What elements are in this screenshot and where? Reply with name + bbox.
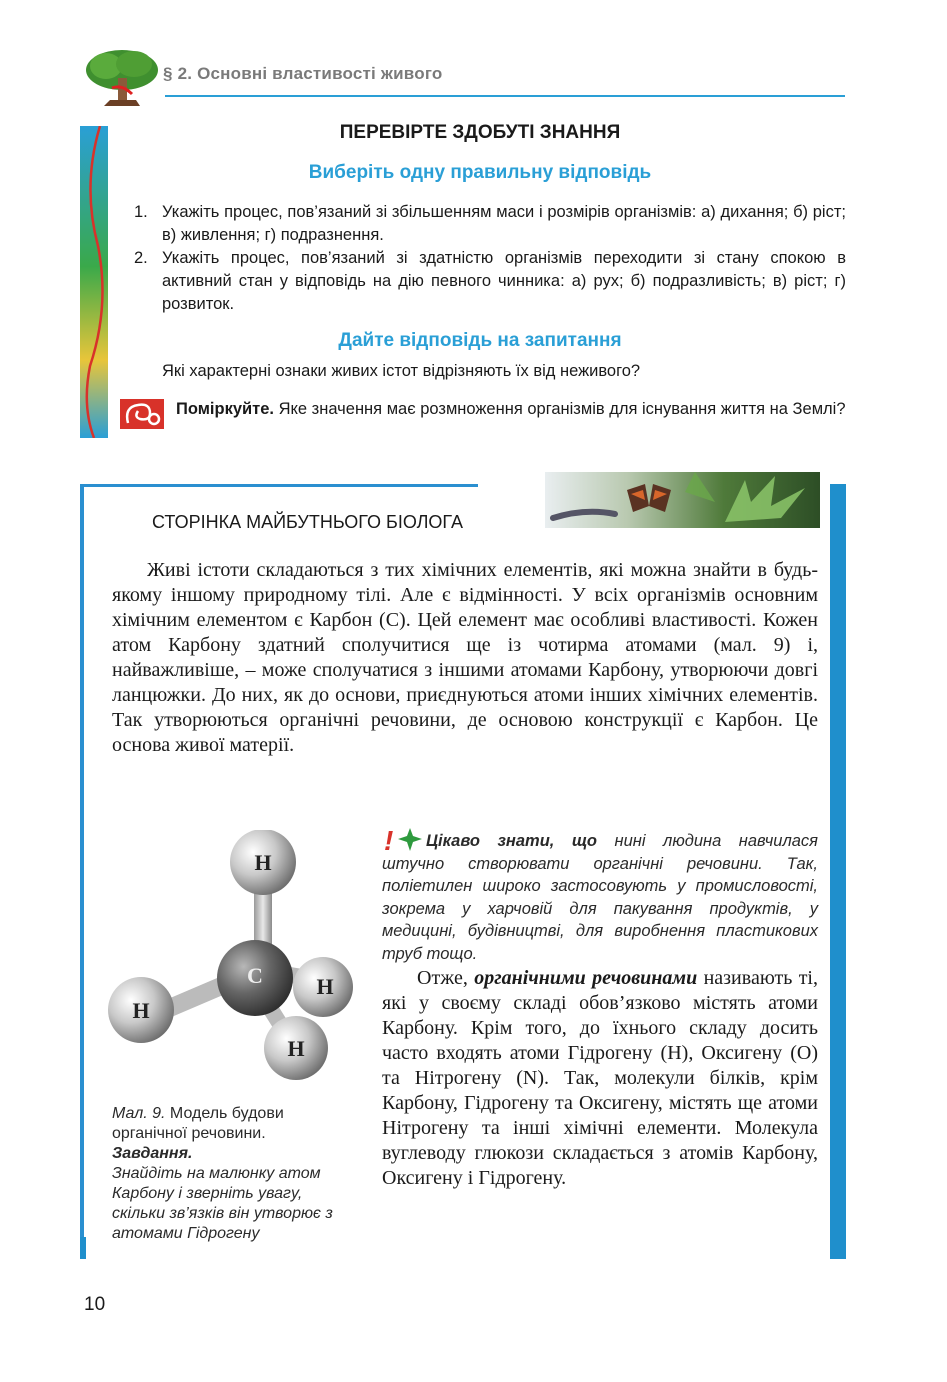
para2-term: органічними речовинами	[474, 967, 698, 989]
note-text: нині людина навчилася штучно створювати органічні речовини. Так, поліетилен широко застосовують у промисловості, зокрема у харчовій для пакування продуктів, у медицині, будівництві, для виробнення пластикових труб тощо.	[382, 832, 818, 963]
caption-text: Модель будови органічної речовини.	[112, 1105, 284, 1142]
note-lead: Цікаво знати, що	[426, 832, 597, 850]
atom-carbon: C	[247, 963, 263, 988]
question-2-number: 2.	[134, 249, 148, 267]
caption-label: Мал. 9.	[112, 1105, 166, 1122]
para2-start: Отже,	[417, 967, 475, 989]
think-icon	[120, 397, 164, 431]
atom-h-bottom: H	[287, 1036, 305, 1061]
methane-model	[100, 830, 370, 1100]
task-text: Знайдіть на малюнку атом Карбону і зверніть увагу, скільки зв’язків він утворює з атомами Гідрогену	[112, 1165, 333, 1242]
box-corner-mark	[80, 1237, 86, 1259]
answer-subtitle: Дайте відповідь на запитання	[338, 330, 622, 351]
task-label: Завдання.	[112, 1145, 193, 1162]
box-border-left	[80, 484, 84, 1254]
question-2-text: Укажіть процес, пов’язаний зі здатністю організмів переходити зі стану спокою в активний стан у відповідь на дію певного чинника: а) рух; б) подразливість; в) ріст; г) розвиток.	[162, 249, 846, 313]
section-header: § 2. Основні властивості живого	[163, 64, 443, 83]
question-1-number: 1.	[134, 203, 148, 221]
svg-text:!: !	[384, 826, 394, 852]
figure-caption	[112, 1104, 337, 1244]
question-2	[134, 247, 846, 316]
atom-h-left: H	[132, 998, 150, 1023]
header-divider	[165, 95, 845, 97]
atom-h-top: H	[254, 850, 272, 875]
question-1	[134, 201, 846, 247]
box-border-top	[80, 484, 478, 487]
para2-rest: називають ті, які у своєму складі обов’язково містять атоми Карбону. Крім того, до їхнього складу досить часто входять атоми Гідрогену (Н), Оксигену (О) та Нітрогену (N). Так, молекули білків, крім Карбону, Гідрогену та Оксигену, містять ще атоми Нітрогену та інші хімічні елементи. Молекула вуглеводу глюкози складається з атомів Карбону, Оксигену і Гідрогену.	[382, 967, 818, 1189]
atom-h-right: H	[316, 974, 334, 999]
think-text: Яке значення має розмноження організмів для існування життя на Землі?	[274, 400, 846, 418]
exclamation-star-icon	[382, 826, 426, 852]
question-1-text: Укажіть процес, пов’язаний зі збільшенням маси і розмірів організмів: а) дихання; б) ріст; в) живлення; г) подразнення.	[162, 203, 846, 244]
page-number: 10	[84, 1294, 106, 1315]
sidebar-decoration	[80, 126, 108, 438]
box-title: СТОРІНКА МАЙБУТНЬОГО БІОЛОГА	[152, 512, 463, 532]
second-paragraph	[382, 966, 818, 1191]
open-question: Які характерні ознаки живих істот відрізняють їх від неживого?	[162, 362, 641, 380]
butterfly-photo	[545, 472, 820, 528]
choose-subtitle: Виберіть одну правильну відповідь	[308, 162, 652, 183]
think-label: Поміркуйте.	[176, 400, 275, 418]
think-prompt	[176, 398, 846, 421]
tree-icon	[82, 48, 162, 110]
interesting-note	[382, 826, 818, 965]
main-paragraph: Живі істоти складаються з тих хімічних елементів, які можна знайти в будь-якому іншому природному тілі. Але є відмінності. У всіх організмів основним хімічним елементом є Карбон (С). Цей елемент має особливі властивості. Кожен атом Карбону здатний сполучитися ще із чотирма атомами (мал. 9) і, найважливіше, – може сполучатися з іншими атомами Карбону, утворюючи довгі ланцюжки. До них, як до основи, приєднуються атоми інших хімічних елементів. Так утворюються органічні речовини, де основою конструкції є Карбон. Це основа живої матерії.	[112, 559, 818, 756]
box-border-right	[830, 484, 846, 1259]
check-title: ПЕРЕВІРТЕ ЗДОБУТІ ЗНАННЯ	[339, 122, 621, 143]
